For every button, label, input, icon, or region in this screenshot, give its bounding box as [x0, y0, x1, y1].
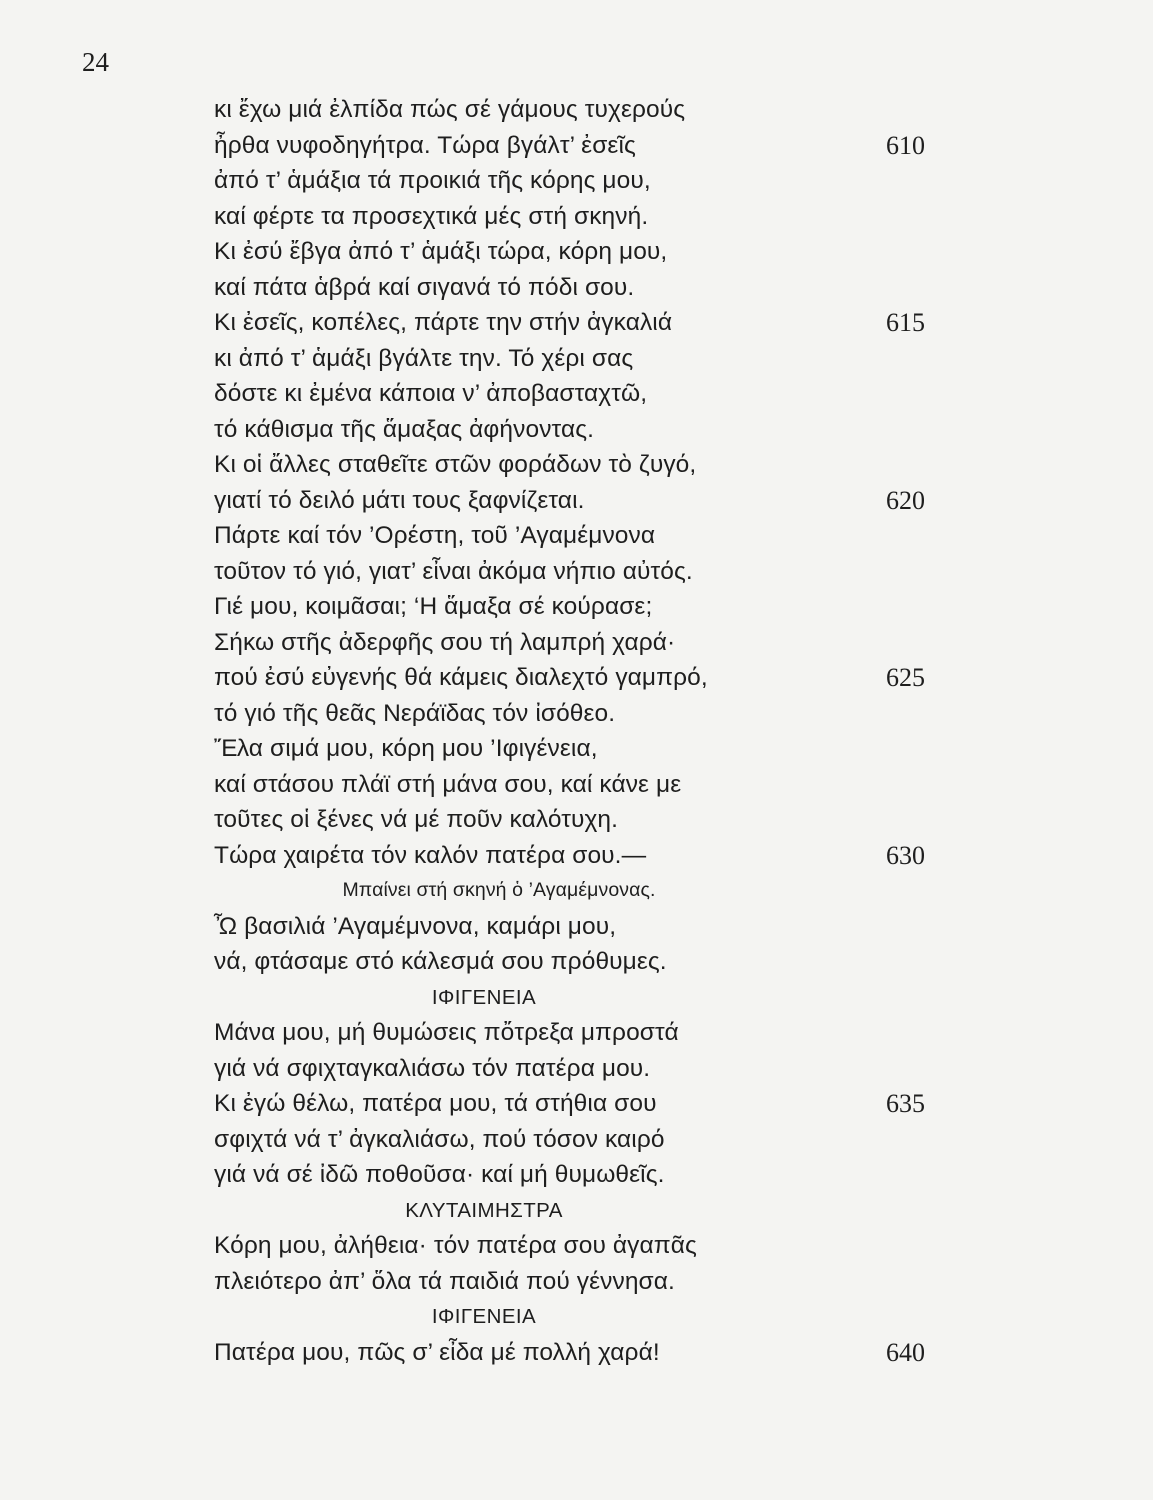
line-number: 615: [886, 308, 925, 337]
verse-line: [214, 944, 934, 980]
verse-line: [214, 554, 934, 590]
verse-line-text: πού ἐσύ εὐγενής θά κάμεις διαλεχτό γαμπρό,: [214, 664, 708, 691]
verse-line-text: τό κάθισμα τῆς ἅμαξας ἀφήνοντας.: [214, 415, 595, 443]
verse-line-text: νά, φτάσαμε στό κάλεσμά σου πρόθυμες.: [214, 948, 667, 975]
verse-line: [214, 128, 934, 164]
verse-text-block: [214, 92, 934, 1370]
verse-line-text: καί φέρτε τα προσεχτικά μές στή σκηνή.: [214, 202, 649, 230]
verse-line-text: Κι ἐσεῖς, κοπέλες, πάρτε την στήν ἀγκαλιά: [214, 309, 673, 336]
verse-line-text: Κόρη μου, ἀλήθεια· τόν πατέρα σου ἀγαπᾶς: [214, 1232, 697, 1259]
verse-line: [214, 412, 934, 448]
verse-line: [214, 270, 934, 306]
verse-line: [214, 376, 934, 412]
verse-line: [214, 1122, 934, 1158]
verse-line: [214, 660, 934, 696]
speaker-heading: [214, 1193, 754, 1229]
verse-line: [214, 909, 934, 945]
verse-line-text: Ὦ βασιλιά ’Αγαμέμνονα, καμάρι μου,: [214, 912, 617, 940]
verse-line: [214, 731, 934, 767]
verse-line-text: τοῦτες οἱ ξένες νά μέ ποῦν καλότυχη.: [214, 806, 619, 833]
verse-line: [214, 802, 934, 838]
speaker-name: ΚΛΥΤΑΙΜΗΣΤΡΑ: [405, 1198, 563, 1222]
verse-line-text: ἀπό τ’ ἁμάξια τά προικιά τῆς κόρης μου,: [214, 167, 651, 194]
verse-line-text: γιά νά σφιχταγκαλιάσω τόν πατέρα μου.: [214, 1054, 651, 1082]
verse-line: [214, 838, 934, 874]
verse-line: [214, 518, 934, 554]
verse-line: [214, 447, 934, 483]
stage-direction: [214, 873, 754, 909]
verse-line-text: Πατέρα μου, πῶς σ’ εἶδα μέ πολλή χαρά!: [214, 1338, 660, 1366]
verse-line: [214, 1157, 934, 1193]
verse-line-text: γιατί τό δειλό μάτι τους ξαφνίζεται.: [214, 486, 585, 514]
verse-line: [214, 92, 934, 128]
verse-line: [214, 1086, 934, 1122]
verse-line-text: ἦρθα νυφοδηγήτρα. Τώρα βγάλτ’ ἐσεῖς: [214, 131, 636, 159]
verse-line: [214, 305, 934, 341]
verse-line-text: Σήκω στῆς ἀδερφῆς σου τή λαμπρή χαρά·: [214, 628, 676, 656]
verse-line: [214, 589, 934, 625]
verse-line-text: Κι οἱ ἄλλες σταθεῖτε στῶν φοράδων τὸ ζυγό,: [214, 451, 697, 478]
verse-line-text: τοῦτον τό γιό, γιατ’ εἶναι ἀκόμα νήπιο αὐτός.: [214, 557, 693, 585]
line-number: 625: [886, 663, 925, 692]
line-number: 610: [886, 130, 925, 160]
verse-line-text: καί στάσου πλάϊ στή μάνα σου, καί κάνε με: [214, 770, 682, 798]
verse-line-text: πλειότερο ἀπ’ ὅλα τά παιδιά πού γέννησα.: [214, 1267, 675, 1295]
verse-line: [214, 1228, 934, 1264]
verse-line-text: Γιέ μου, κοιμᾶσαι; ‘Η ἅμαξα σέ κούρασε;: [214, 593, 653, 620]
verse-line: [214, 625, 934, 661]
verse-line-text: κι ἔχω μιά ἐλπίδα πώς σέ γάμους τυχερούς: [214, 96, 686, 123]
line-number: 635: [886, 1089, 925, 1118]
verse-line-text: γιά νά σέ ἰδῶ ποθοῦσα· καί μή θυμωθεῖς.: [214, 1161, 665, 1188]
verse-line: [214, 234, 934, 270]
line-number: 640: [886, 1337, 925, 1367]
verse-line-text: καί πάτα ἁβρά καί σιγανά τό πόδι σου.: [214, 273, 635, 301]
speaker-name: ΙΦΙΓΕΝΕΙΑ: [431, 1305, 537, 1328]
verse-line: [214, 163, 934, 199]
speaker-heading: [214, 980, 754, 1016]
verse-line-text: Κι ἐγώ θέλω, πατέρα μου, τά στήθια σου: [214, 1090, 657, 1117]
verse-line-text: Τώρα χαιρέτα τόν καλόν πατέρα σου.—: [214, 841, 647, 869]
stage-direction-text: Μπαίνει στή σκηνή ὁ ’Αγαμέμνονας.: [342, 879, 656, 901]
line-number: 620: [886, 485, 925, 515]
speaker-name: ΙΦΙΓΕΝΕΙΑ: [431, 985, 537, 1009]
verse-line-text: Πάρτε καί τόν ’Ορέστη, τοῦ ’Αγαμέμνονα: [214, 522, 656, 549]
verse-line-text: Ἔλα σιμά μου, κόρη μου ’Ιφιγένεια,: [214, 735, 598, 762]
verse-line: [214, 341, 934, 377]
verse-line: [214, 1051, 934, 1087]
line-number: 630: [886, 840, 925, 870]
verse-line-text: σφιχτά νά τ’ ἀγκαλιάσω, πού τόσον καιρό: [214, 1125, 665, 1153]
verse-line: [214, 1264, 934, 1300]
verse-line: [214, 483, 934, 519]
verse-line-text: δόστε κι ἐμένα κάποια ν’ ἀποβασταχτῶ,: [214, 380, 648, 407]
verse-line: [214, 767, 934, 803]
verse-line: [214, 696, 934, 732]
verse-line-text: τό γιό τῆς θεᾶς Νεράϊδας τόν ἰσόθεο.: [214, 699, 616, 727]
verse-line-text: Μάνα μου, μή θυμώσεις πὄτρεξα μπροστά: [214, 1019, 679, 1046]
verse-line: [214, 1335, 934, 1371]
verse-line: [214, 1015, 934, 1051]
speaker-heading: [214, 1299, 754, 1335]
verse-line: [214, 199, 934, 235]
page-number: 24: [82, 47, 109, 77]
verse-line-text: Κι ἐσύ ἔβγα ἀπό τ’ ἁμάξι τώρα, κόρη μου,: [214, 238, 668, 265]
verse-line-text: κι ἀπό τ’ ἁμάξι βγάλτε την. Τό χέρι σας: [214, 344, 634, 372]
